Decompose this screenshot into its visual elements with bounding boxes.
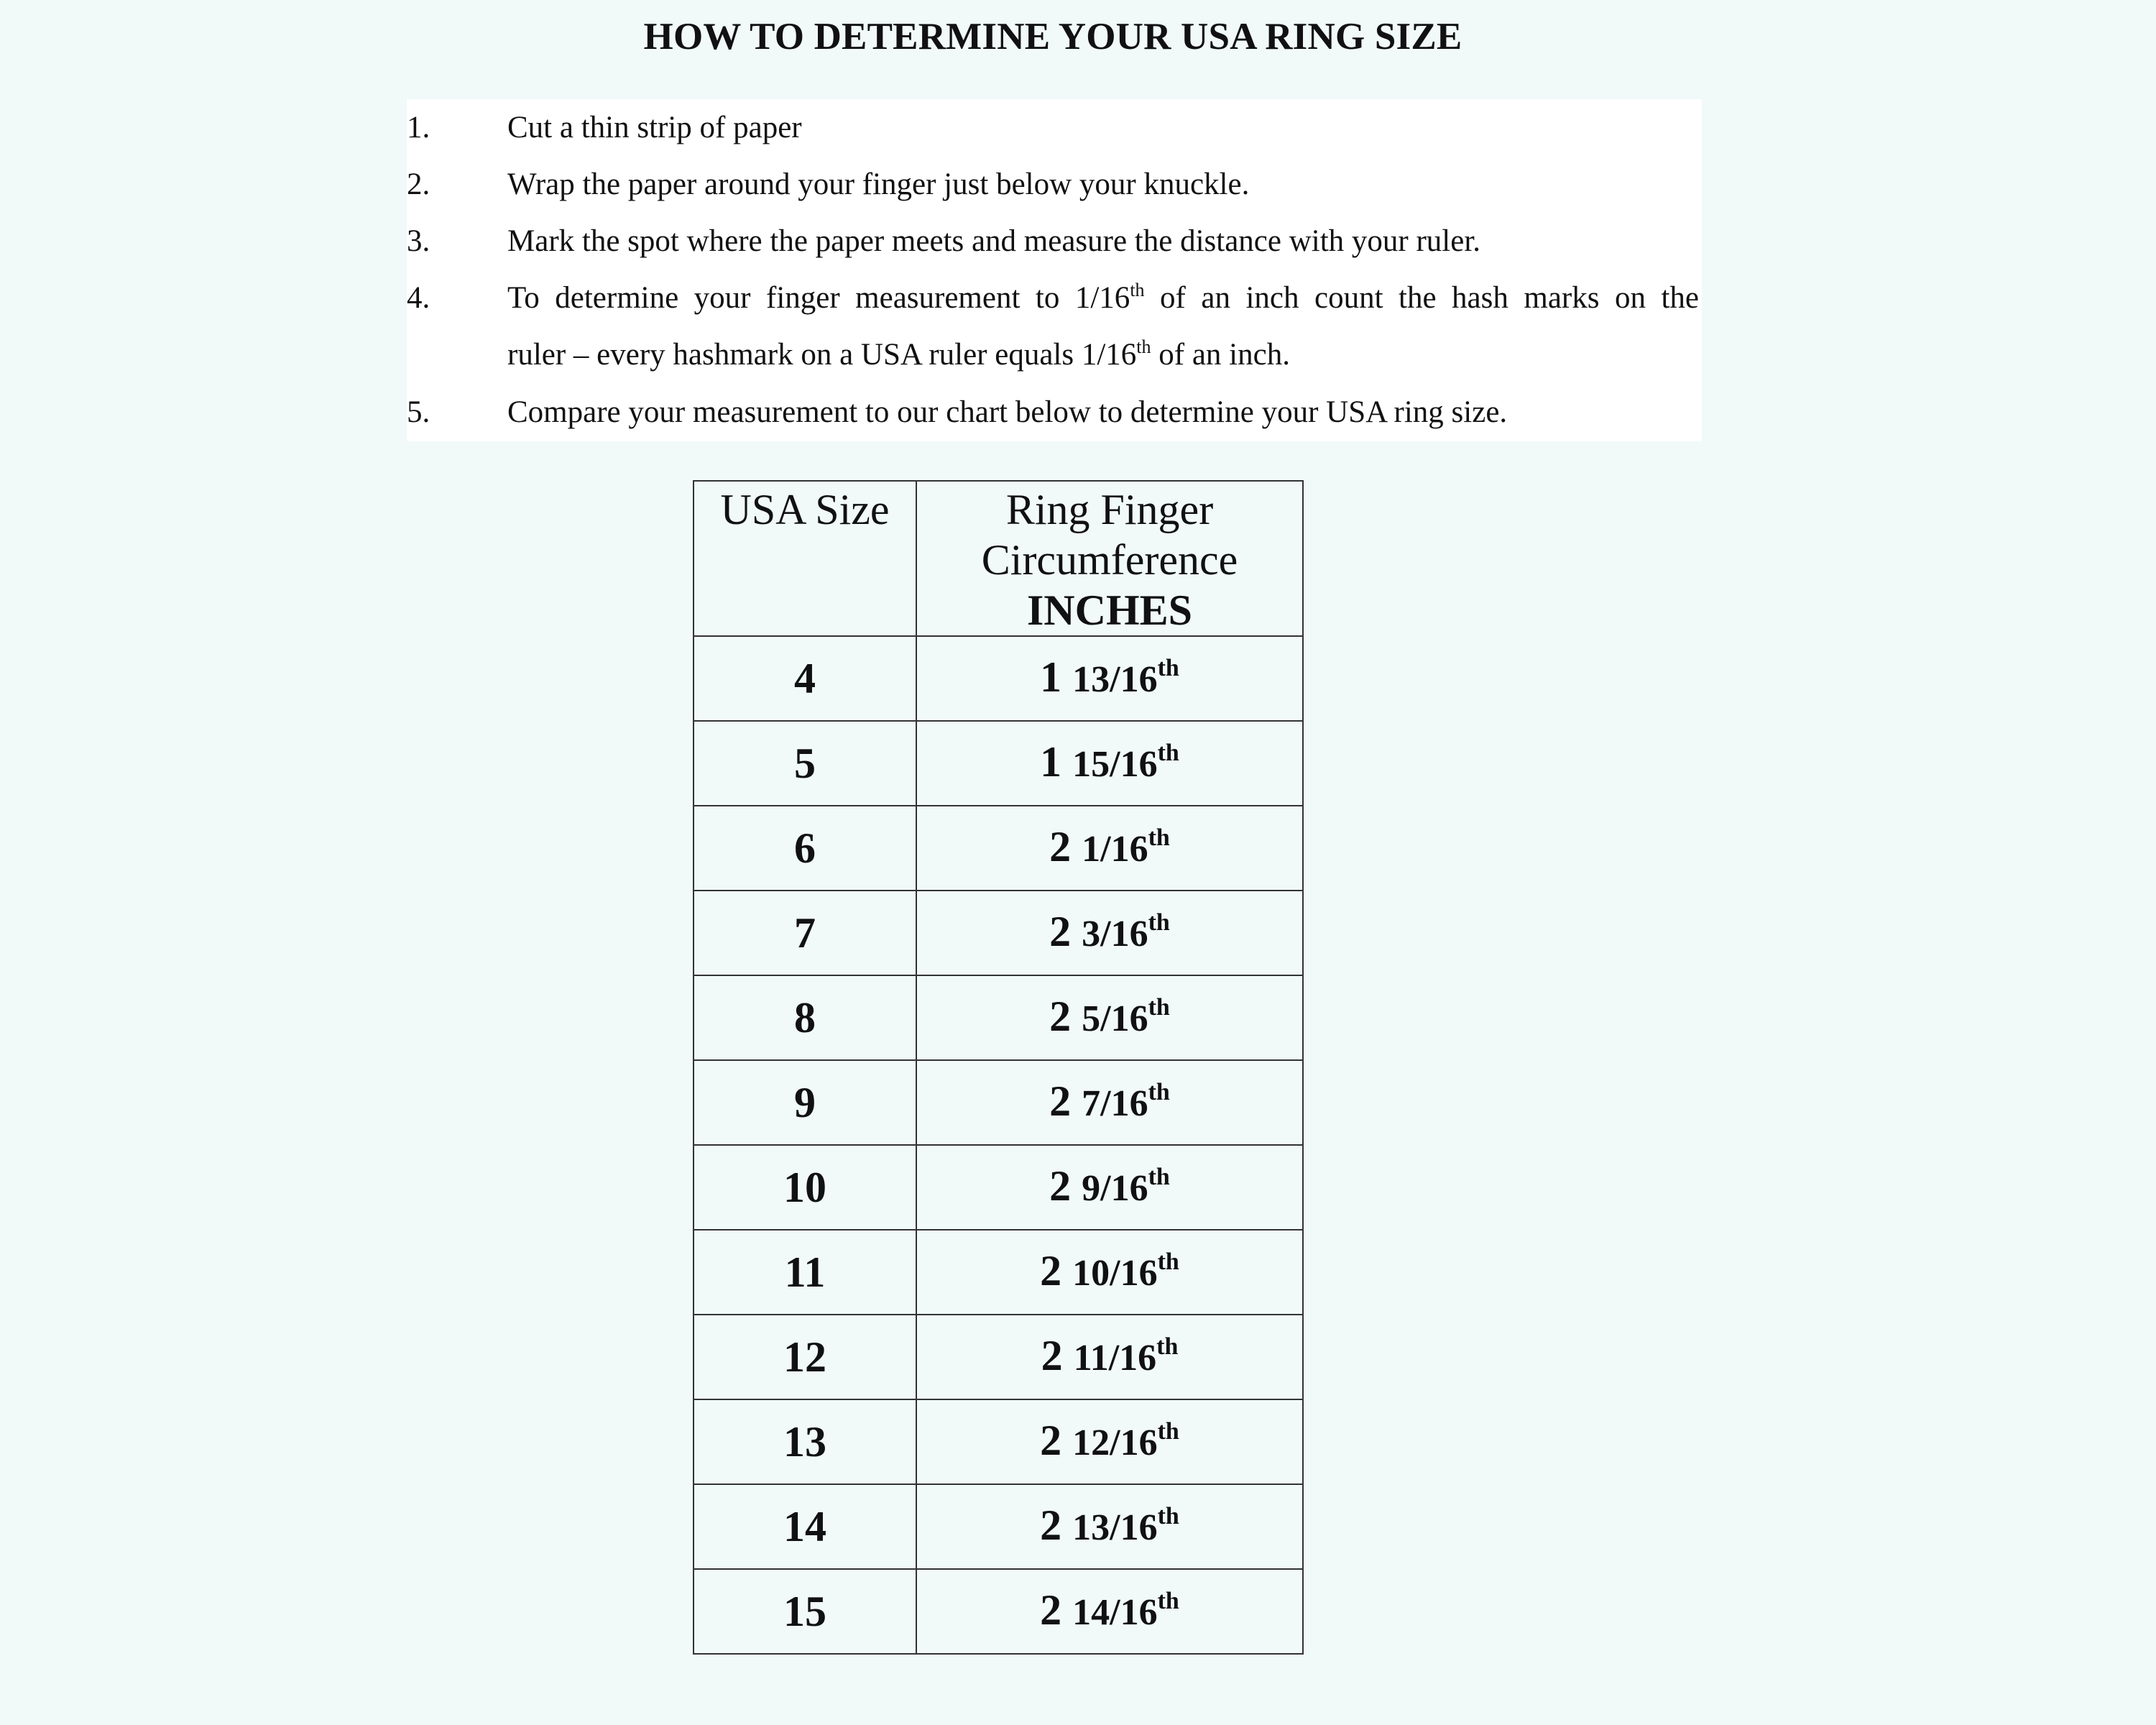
table-row — [694, 806, 1303, 891]
whole-inches: 2 — [1049, 1162, 1072, 1210]
step-text-line-2 — [507, 326, 1699, 384]
table-row — [694, 1230, 1303, 1315]
step-number: 2. — [407, 167, 430, 201]
table-row — [694, 636, 1303, 721]
superscript: th — [1148, 1164, 1170, 1190]
circumference-cell — [916, 1060, 1303, 1145]
header-label: Circumference — [981, 536, 1238, 584]
circumference-cell — [916, 891, 1303, 975]
instructions-list — [407, 99, 1702, 441]
circumference-cell — [916, 1569, 1303, 1654]
whole-inches: 2 — [1040, 1417, 1062, 1464]
size-cell: 6 — [694, 806, 916, 891]
fraction-inches: 11/16 — [1073, 1338, 1157, 1379]
header-unit: INCHES — [1026, 586, 1193, 634]
circumference-cell — [916, 1399, 1303, 1484]
whole-inches: 2 — [1049, 908, 1072, 955]
fraction-inches: 1/16 — [1082, 829, 1148, 870]
size-cell: 10 — [694, 1145, 916, 1230]
step-text-part: of an inch. — [1151, 338, 1290, 372]
ring-size-table — [693, 480, 1304, 1655]
whole-inches: 2 — [1041, 1332, 1063, 1379]
list-item-continuation — [407, 326, 1702, 384]
step-text: Cut a thin strip of paper — [507, 111, 802, 144]
header-usa-size — [694, 481, 916, 636]
circumference-cell — [916, 975, 1303, 1060]
superscript: th — [1136, 336, 1151, 357]
circumference-cell — [916, 721, 1303, 806]
superscript: th — [1148, 1079, 1170, 1105]
fraction-inches: 5/16 — [1082, 998, 1148, 1039]
superscript: th — [1130, 280, 1145, 300]
step-number: 5. — [407, 395, 430, 429]
table-row — [694, 721, 1303, 806]
superscript: th — [1157, 655, 1179, 681]
list-item — [407, 384, 1702, 441]
fraction-inches: 13/16 — [1072, 1507, 1158, 1548]
header-label: Ring Finger — [1005, 486, 1214, 533]
table-row — [694, 1315, 1303, 1399]
circumference-cell — [916, 1230, 1303, 1315]
whole-inches: 2 — [1049, 1077, 1072, 1125]
size-cell: 9 — [694, 1060, 916, 1145]
whole-inches: 2 — [1040, 1501, 1062, 1549]
step-number: 3. — [407, 224, 430, 258]
fraction-inches: 9/16 — [1082, 1168, 1148, 1209]
size-cell: 4 — [694, 636, 916, 721]
step-text-line-1 — [507, 270, 1699, 327]
fraction-inches: 15/16 — [1072, 744, 1158, 785]
list-item — [407, 156, 1702, 213]
header-circumference — [916, 481, 1303, 636]
table-row — [694, 975, 1303, 1060]
superscript: th — [1157, 740, 1179, 766]
whole-inches: 2 — [1040, 1247, 1062, 1294]
whole-inches: 1 — [1040, 738, 1062, 786]
superscript: th — [1157, 1503, 1179, 1530]
size-cell: 12 — [694, 1315, 916, 1399]
whole-inches: 1 — [1040, 653, 1062, 701]
circumference-cell — [916, 1484, 1303, 1569]
size-cell: 15 — [694, 1569, 916, 1654]
fraction-inches: 3/16 — [1082, 914, 1148, 954]
fraction-inches: 7/16 — [1082, 1083, 1148, 1124]
list-item — [407, 270, 1702, 327]
size-cell: 5 — [694, 721, 916, 806]
step-number: 1. — [407, 111, 430, 144]
circumference-cell — [916, 636, 1303, 721]
size-cell: 13 — [694, 1399, 916, 1484]
circumference-cell — [916, 806, 1303, 891]
list-item — [407, 99, 1702, 157]
superscript: th — [1148, 994, 1170, 1021]
table-header-row — [694, 481, 1303, 636]
size-cell: 14 — [694, 1484, 916, 1569]
table-row — [694, 1060, 1303, 1145]
table-row — [694, 1145, 1303, 1230]
size-cell: 11 — [694, 1230, 916, 1315]
size-cell: 7 — [694, 891, 916, 975]
size-cell: 8 — [694, 975, 916, 1060]
table-row — [694, 1569, 1303, 1654]
page-title: HOW TO DETERMINE YOUR USA RING SIZE — [643, 16, 1462, 58]
whole-inches: 2 — [1040, 1586, 1062, 1634]
table-row — [694, 891, 1303, 975]
fraction-inches: 13/16 — [1072, 659, 1158, 700]
circumference-cell — [916, 1145, 1303, 1230]
step-text: Compare your measurement to our chart below to determine your USA ring size. — [507, 395, 1508, 429]
superscript: th — [1157, 1588, 1179, 1614]
whole-inches: 2 — [1049, 993, 1072, 1040]
superscript: th — [1157, 1418, 1179, 1445]
fraction-inches: 12/16 — [1072, 1422, 1158, 1463]
step-text-part: To determine your finger measurement to 1/16 — [507, 281, 1130, 315]
step-text: Mark the spot where the paper meets and measure the distance with your ruler. — [507, 224, 1481, 258]
circumference-cell — [916, 1315, 1303, 1399]
step-text-part: ruler – every hashmark on a USA ruler equals 1/16 — [507, 338, 1137, 372]
superscript: th — [1148, 909, 1170, 936]
superscript: th — [1148, 824, 1170, 851]
list-item — [407, 213, 1702, 270]
step-text: Wrap the paper around your finger just below your knuckle. — [507, 167, 1250, 201]
table-row — [694, 1484, 1303, 1569]
fraction-inches: 10/16 — [1072, 1253, 1158, 1294]
superscript: th — [1157, 1248, 1179, 1275]
header-label: USA Size — [720, 486, 890, 533]
table-row — [694, 1399, 1303, 1484]
whole-inches: 2 — [1049, 823, 1072, 870]
fraction-inches: 14/16 — [1072, 1592, 1158, 1633]
superscript: th — [1156, 1333, 1179, 1360]
step-number: 4. — [407, 281, 430, 315]
step-text-part: of an inch count the hash marks on the — [1144, 281, 1699, 315]
